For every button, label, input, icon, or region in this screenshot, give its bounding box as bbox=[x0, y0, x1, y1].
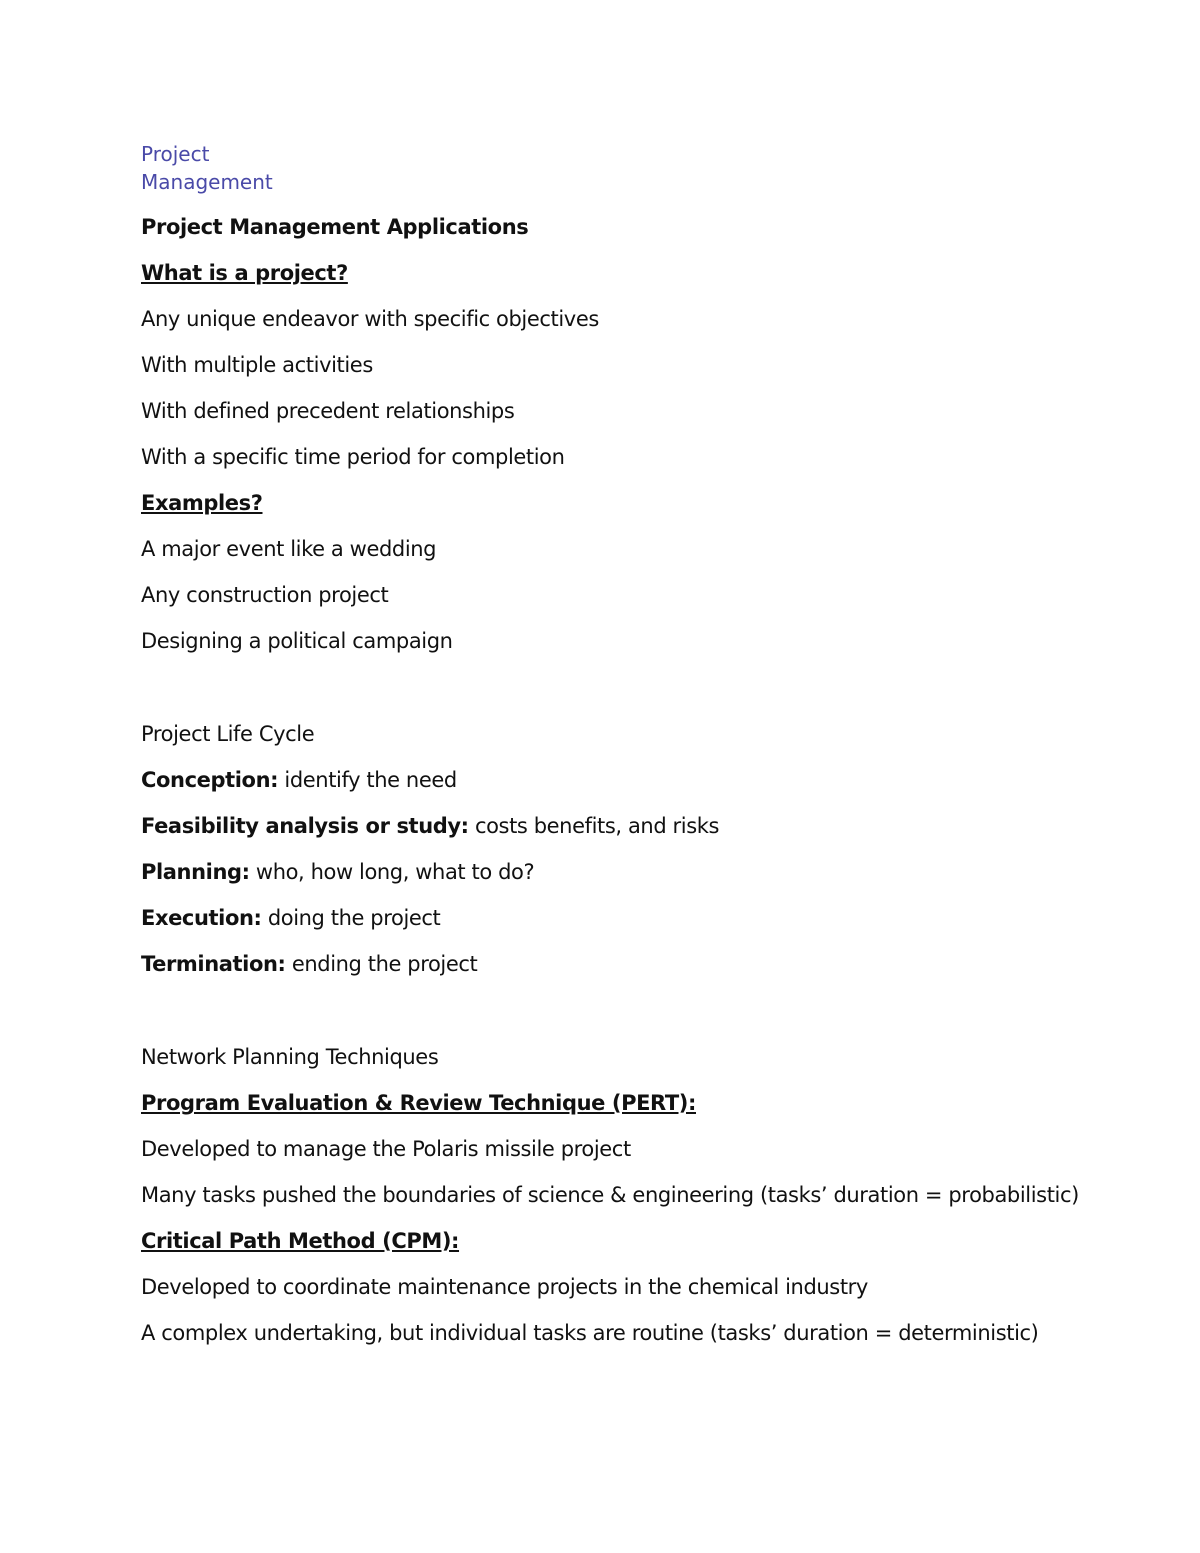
list-item: With multiple activities bbox=[141, 353, 373, 377]
section-heading-examples: Examples? bbox=[141, 491, 263, 515]
header-line-2: Management bbox=[141, 170, 273, 194]
subheading-cpm: Critical Path Method (CPM): bbox=[141, 1229, 460, 1253]
section-heading-life-cycle: Project Life Cycle bbox=[141, 722, 315, 746]
subheading-pert: Program Evaluation & Review Technique (PERT): bbox=[141, 1091, 696, 1115]
document-page bbox=[141, 140, 1091, 1348]
list-item: Developed to coordinate maintenance projects in the chemical industry bbox=[141, 1275, 868, 1299]
life-cycle-stage bbox=[141, 765, 1091, 795]
stage-desc: who, how long, what to do? bbox=[249, 860, 535, 884]
stage-desc: ending the project bbox=[285, 952, 478, 976]
section-heading-network-planning: Network Planning Techniques bbox=[141, 1045, 439, 1069]
life-cycle-stage bbox=[141, 857, 1091, 887]
life-cycle-stage bbox=[141, 903, 1091, 933]
stage-term: Planning: bbox=[141, 860, 250, 884]
life-cycle-stage bbox=[141, 949, 1091, 979]
document-title: Project Management Applications bbox=[141, 215, 529, 239]
list-item: With a specific time period for completion bbox=[141, 445, 565, 469]
stage-desc: identify the need bbox=[278, 768, 457, 792]
list-item: Developed to manage the Polaris missile project bbox=[141, 1137, 631, 1161]
list-item: Any construction project bbox=[141, 583, 389, 607]
life-cycle-stage bbox=[141, 811, 1091, 841]
list-item: Many tasks pushed the boundaries of science & engineering (tasks’ duration = probabilistic) bbox=[141, 1183, 1079, 1207]
stage-desc: costs benefits, and risks bbox=[468, 814, 720, 838]
list-item: A complex undertaking, but individual tasks are routine (tasks’ duration = deterministic) bbox=[141, 1321, 1039, 1345]
stage-term: Execution: bbox=[141, 906, 262, 930]
list-item: A major event like a wedding bbox=[141, 537, 437, 561]
stage-term: Feasibility analysis or study: bbox=[141, 814, 469, 838]
header-line-1: Project bbox=[141, 142, 210, 166]
stage-term: Conception: bbox=[141, 768, 279, 792]
list-item: Designing a political campaign bbox=[141, 629, 453, 653]
stage-desc: doing the project bbox=[261, 906, 441, 930]
list-item: Any unique endeavor with specific objectives bbox=[141, 307, 599, 331]
list-item: With defined precedent relationships bbox=[141, 399, 515, 423]
stage-term: Termination: bbox=[141, 952, 286, 976]
section-heading-what-is-project: What is a project? bbox=[141, 261, 348, 285]
